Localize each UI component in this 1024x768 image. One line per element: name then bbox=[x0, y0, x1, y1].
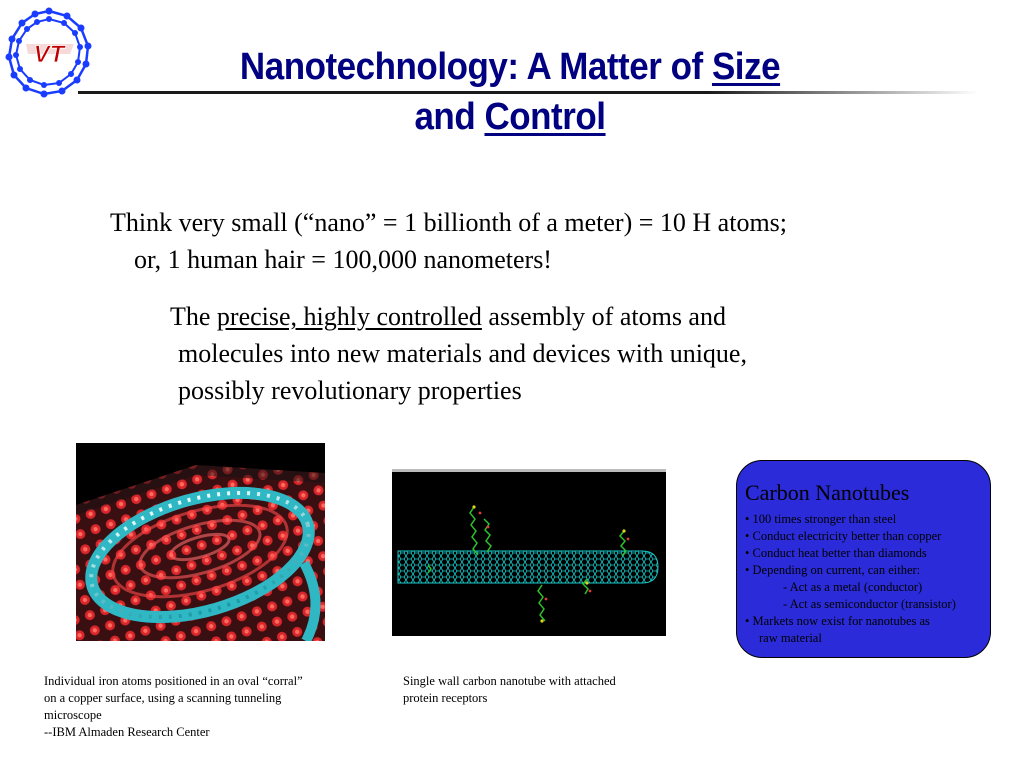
intro-line-2: or, 1 human hair = 100,000 nanometers! bbox=[134, 245, 552, 274]
list-item: - Act as semiconductor (transistor) bbox=[783, 597, 956, 611]
intro-line-1: Think very small (“nano” = 1 billionth of a meter) = 10 H atoms; bbox=[110, 208, 788, 237]
definition-line-3: possibly revolutionary properties bbox=[178, 376, 522, 405]
caption-line: Individual iron atoms positioned in an oval “corral” bbox=[44, 674, 303, 688]
list-item: raw material bbox=[759, 631, 822, 645]
carbon-nanotubes-box bbox=[736, 460, 991, 658]
definition-emphasis: precise, highly controlled bbox=[216, 302, 482, 331]
caption-line: protein receptors bbox=[403, 691, 488, 705]
box-list bbox=[745, 511, 956, 647]
intro-paragraph bbox=[110, 204, 970, 278]
list-item: - Act as a metal (conductor) bbox=[783, 580, 923, 594]
vt-logo bbox=[4, 6, 94, 98]
box-title: Carbon Nanotubes bbox=[745, 480, 910, 505]
definition-paragraph bbox=[170, 298, 930, 409]
quantum-corral-image bbox=[76, 443, 325, 641]
list-item: • Markets now exist for nanotubes as bbox=[745, 614, 930, 628]
title-control-word: Control bbox=[484, 96, 606, 138]
caption-line: Single wall carbon nanotube with attached bbox=[403, 674, 616, 688]
caption-line: on a copper surface, using a scanning tunneling bbox=[44, 691, 282, 705]
caption-line: microscope bbox=[44, 708, 102, 722]
logo-text: VT bbox=[33, 41, 65, 68]
title-part2: and bbox=[414, 96, 485, 138]
list-item: • Conduct electricity better than copper bbox=[745, 529, 942, 543]
title-part1: Nanotechnology: A Matter of bbox=[239, 46, 712, 88]
corral-caption bbox=[44, 673, 354, 741]
page-title bbox=[133, 42, 887, 142]
nanotube-caption bbox=[403, 673, 663, 707]
nanotube-image bbox=[392, 469, 666, 636]
definition-line-2: molecules into new materials and devices with unique, bbox=[178, 339, 747, 368]
definition-rest: assembly of atoms and bbox=[481, 302, 726, 331]
list-item: • Depending on current, can either: bbox=[745, 563, 921, 577]
title-size-word: Size bbox=[711, 46, 781, 88]
list-item: • 100 times stronger than steel bbox=[745, 512, 897, 526]
caption-line: --IBM Almaden Research Center bbox=[44, 725, 210, 739]
image-top-border bbox=[392, 469, 666, 472]
definition-lead: The bbox=[170, 302, 217, 331]
list-item: • Conduct heat better than diamonds bbox=[745, 546, 927, 560]
